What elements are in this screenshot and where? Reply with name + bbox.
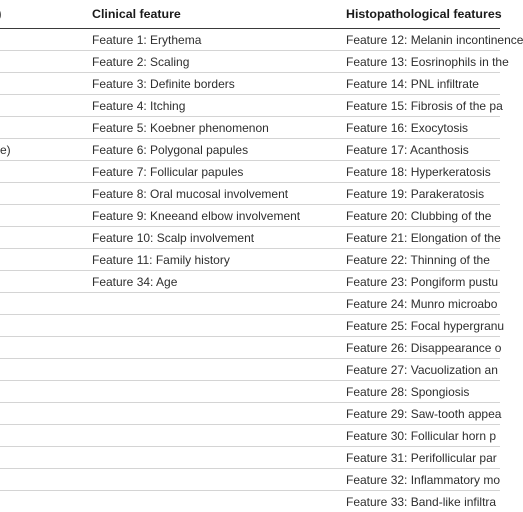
histopathological-feature-cell: Feature 15: Fibrosis of the pa [344, 95, 500, 117]
table-row [0, 469, 500, 491]
row-label-cell [0, 205, 86, 227]
row-label-cell [0, 447, 86, 469]
clinical-feature-cell: Feature 7: Follicular papules [86, 161, 344, 183]
histopathological-feature-cell: Feature 29: Saw-tooth appea [344, 403, 500, 425]
table-row [0, 337, 500, 359]
histopathological-feature-cell: Feature 33: Band-like infiltra [344, 491, 500, 512]
clinical-feature-cell: Feature 3: Definite borders [86, 73, 344, 95]
row-label-cell [0, 403, 86, 425]
header-row [0, 0, 500, 29]
table-row [0, 73, 500, 95]
table-body [0, 29, 500, 512]
table-row [0, 227, 500, 249]
table-row [0, 315, 500, 337]
clinical-feature-cell [86, 315, 344, 337]
clinical-feature-cell: Feature 6: Polygonal papules [86, 139, 344, 161]
clinical-feature-cell [86, 381, 344, 403]
clinical-feature-cell [86, 359, 344, 381]
histopathological-feature-cell: Feature 24: Munro microabo [344, 293, 500, 315]
row-label-cell [0, 315, 86, 337]
row-label-cell [0, 469, 86, 491]
table-row [0, 205, 500, 227]
table-row [0, 51, 500, 73]
clinical-feature-cell: Feature 2: Scaling [86, 51, 344, 73]
table-row [0, 29, 500, 51]
clinical-feature-cell [86, 403, 344, 425]
histopathological-feature-cell: Feature 26: Disappearance o [344, 337, 500, 359]
row-label-cell [0, 51, 86, 73]
table-row [0, 139, 500, 161]
histopathological-feature-cell: Feature 28: Spongiosis [344, 381, 500, 403]
row-label-cell [0, 293, 86, 315]
row-label-cell [0, 249, 86, 271]
table-row [0, 249, 500, 271]
clinical-feature-cell: Feature 1: Erythema [86, 29, 344, 51]
histopathological-feature-cell: Feature 31: Perifollicular par [344, 447, 500, 469]
clinical-feature-cell: Feature 9: Kneeand elbow involvement [86, 205, 344, 227]
row-label-cell [0, 117, 86, 139]
clinical-feature-cell [86, 469, 344, 491]
histopathological-feature-cell: Feature 22: Thinning of the [344, 249, 500, 271]
histopathological-feature-cell: Feature 30: Follicular horn p [344, 425, 500, 447]
row-label-cell [0, 73, 86, 95]
row-label-cell [0, 425, 86, 447]
row-label-cell [0, 491, 86, 512]
row-label-cell [0, 337, 86, 359]
clinical-feature-cell [86, 425, 344, 447]
table-row [0, 183, 500, 205]
histopathological-feature-cell: Feature 16: Exocytosis [344, 117, 500, 139]
histopathological-feature-cell: Feature 27: Vacuolization an [344, 359, 500, 381]
table-row [0, 359, 500, 381]
histopathological-feature-cell: Feature 19: Parakeratosis [344, 183, 500, 205]
clinical-feature-cell: Feature 10: Scalp involvement [86, 227, 344, 249]
histopathological-feature-cell: Feature 18: Hyperkeratosis [344, 161, 500, 183]
row-label-cell [0, 161, 86, 183]
clinical-feature-cell: Feature 34: Age [86, 271, 344, 293]
clinical-feature-cell: Feature 11: Family history [86, 249, 344, 271]
table-row [0, 447, 500, 469]
clinical-feature-cell [86, 293, 344, 315]
histopathological-feature-cell: Feature 25: Focal hypergranu [344, 315, 500, 337]
table-row [0, 161, 500, 183]
row-label-cell: e) [0, 139, 86, 161]
row-label-cell [0, 29, 86, 51]
clinical-feature-cell: Feature 4: Itching [86, 95, 344, 117]
header-first-column [0, 0, 86, 29]
histopathological-feature-cell: Feature 20: Clubbing of the [344, 205, 500, 227]
header-histopathological-features: Histopathological features [344, 0, 500, 29]
row-label-cell [0, 183, 86, 205]
clinical-feature-cell [86, 447, 344, 469]
header-clinical-feature: Clinical feature [86, 0, 344, 29]
histopathological-feature-cell: Feature 12: Melanin incontinence [344, 29, 500, 51]
table-row [0, 403, 500, 425]
histopathological-feature-cell: Feature 32: Inflammatory mo [344, 469, 500, 491]
row-label-cell [0, 227, 86, 249]
table-row [0, 381, 500, 403]
row-label-cell [0, 381, 86, 403]
table-row [0, 425, 500, 447]
row-label-cell [0, 271, 86, 293]
histopathological-feature-cell: Feature 23: Pongiform pustu [344, 271, 500, 293]
row-label-cell [0, 359, 86, 381]
histopathological-feature-cell: Feature 13: Eosrinophils in the [344, 51, 500, 73]
table-row [0, 293, 500, 315]
table-header [0, 0, 500, 29]
table-row [0, 117, 500, 139]
table-row [0, 271, 500, 293]
table-row [0, 95, 500, 117]
histopathological-feature-cell: Feature 21: Elongation of the [344, 227, 500, 249]
table-row [0, 491, 500, 512]
clinical-feature-cell [86, 337, 344, 359]
clinical-feature-cell: Feature 8: Oral mucosal involvement [86, 183, 344, 205]
histopathological-feature-cell: Feature 17: Acanthosis [344, 139, 500, 161]
clinical-feature-cell [86, 491, 344, 512]
clinical-feature-cell: Feature 5: Koebner phenomenon [86, 117, 344, 139]
histopathological-feature-cell: Feature 14: PNL infiltrate [344, 73, 500, 95]
row-label-cell [0, 95, 86, 117]
